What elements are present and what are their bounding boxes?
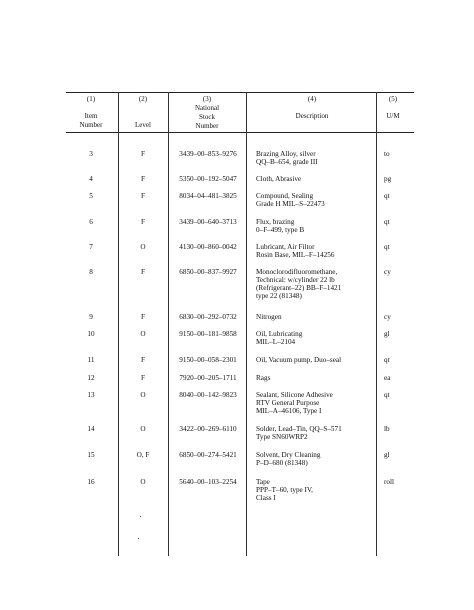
scan-speck — [138, 538, 139, 539]
header-col-number: (3) — [202, 95, 212, 103]
level: F — [141, 374, 145, 382]
header-item-number — [66, 95, 116, 130]
description-line: PPP–T–60, type IV, — [256, 486, 313, 494]
header-label: U/M — [386, 112, 400, 120]
description-line: RTV General Purpose — [256, 399, 320, 407]
header-label: Level — [135, 121, 151, 129]
description-line: P–D–680 (81348) — [256, 459, 308, 467]
item-number: 8 — [89, 268, 93, 276]
description-line: Cloth, Abrasive — [256, 175, 302, 183]
description-line: Compound, Sealing — [256, 192, 314, 200]
description-line: Nitrogen — [256, 313, 282, 321]
description-line: Oil, Vacuum pump, Duo–seal — [256, 356, 342, 364]
unit-of-measure: cy — [384, 313, 391, 321]
header-national-stock-number — [170, 95, 244, 131]
header-label: Number — [195, 122, 219, 130]
unit-of-measure: gl — [384, 330, 390, 338]
description-line: Grade H MIL–S–22473 — [256, 200, 325, 208]
unit-of-measure: gl — [384, 451, 390, 459]
national-stock-number: 9150–00–058–2301 — [179, 356, 237, 364]
level: O — [140, 425, 146, 433]
national-stock-number: 6850–00–274–5421 — [179, 451, 237, 459]
description-line: Solvent, Dry Cleaning — [256, 451, 321, 459]
header-col-number: (4) — [307, 95, 317, 103]
item-number: 13 — [87, 391, 95, 399]
description-line: Rags — [256, 374, 271, 382]
national-stock-number: 3439–00–853–9276 — [179, 150, 237, 158]
description-line: Class I — [256, 494, 276, 502]
unit-of-measure: qt — [384, 218, 390, 226]
item-number: 3 — [89, 150, 93, 158]
unit-of-measure: to — [384, 150, 390, 158]
description-line: Lubricant, Air Filtor — [256, 243, 315, 251]
item-number: 15 — [87, 451, 95, 459]
header-col-number: (2) — [138, 95, 148, 103]
level: F — [141, 356, 145, 364]
description-line: Type SN60WRP2 — [256, 433, 308, 441]
column-divider — [168, 92, 169, 556]
unit-of-measure: qt — [384, 192, 390, 200]
description-line: QQ–B–654, grade III — [256, 158, 318, 166]
description-line: Tape — [256, 478, 270, 486]
description-line: Monoclorodifluoromethane, — [256, 268, 338, 276]
column-divider — [246, 92, 247, 556]
header-col-number: (5) — [388, 95, 398, 103]
item-number: 14 — [87, 425, 95, 433]
level: F — [141, 175, 145, 183]
national-stock-number: 8040–00–142–9823 — [179, 391, 237, 399]
header-label: Stock — [199, 113, 215, 121]
description-line: Technical: w/cylinder 22 lb — [256, 276, 335, 284]
description-line: Flux, brazing — [256, 218, 295, 226]
national-stock-number: 6850–00–837–9927 — [179, 268, 237, 276]
description-line: Sealant, Silicone Adhesive — [256, 391, 333, 399]
item-number: 10 — [87, 330, 95, 338]
national-stock-number: 3422–00–269–6110 — [179, 425, 237, 433]
level: O — [140, 330, 146, 338]
national-stock-number: 3439–00–640–3713 — [179, 218, 237, 226]
unit-of-measure: qt — [384, 391, 390, 399]
item-number: 6 — [89, 218, 93, 226]
description-line: (Refrigerant–22) BB–F–1421 — [256, 284, 342, 292]
description-line: Rosin Base, MIL–F–14256 — [256, 251, 335, 259]
header-label: Description — [295, 112, 329, 120]
national-stock-number: 8034–04–481–3825 — [179, 192, 237, 200]
level: F — [141, 192, 145, 200]
item-number: 9 — [89, 313, 93, 321]
description-line: 0–F–499, type B — [256, 226, 305, 234]
header-level — [118, 95, 168, 130]
description-line: MIL–L–2104 — [256, 338, 296, 346]
level: O — [140, 243, 146, 251]
unit-of-measure: qt — [384, 243, 390, 251]
unit-of-measure: roll — [384, 478, 394, 486]
unit-of-measure: qt — [384, 356, 390, 364]
national-stock-number: 4130–00–860–0042 — [179, 243, 237, 251]
national-stock-number: 7920–00–205–1711 — [179, 374, 237, 382]
header-col-number: (1) — [86, 95, 96, 103]
header-label: Item — [84, 112, 98, 120]
level: O, F — [136, 451, 150, 459]
item-number: 12 — [87, 374, 95, 382]
item-number: 11 — [87, 356, 95, 364]
national-stock-number: 5640–00–103–2254 — [179, 478, 237, 486]
header-description — [248, 95, 376, 121]
description-line: type 22 (81348) — [256, 292, 302, 300]
unit-of-measure: ea — [384, 374, 391, 382]
unit-of-measure: lb — [384, 425, 390, 433]
description-line: MIL–A–46106, Type I — [256, 407, 322, 415]
level: F — [141, 268, 145, 276]
unit-of-measure: cy — [384, 268, 391, 276]
unit-of-measure: pg — [384, 175, 392, 183]
level: O — [140, 391, 146, 399]
level: F — [141, 218, 145, 226]
header-label: Number — [79, 121, 103, 129]
header-label: National — [194, 104, 220, 112]
item-number: 16 — [87, 478, 95, 486]
level: F — [141, 313, 145, 321]
national-stock-number: 5350–00–192–5047 — [179, 175, 237, 183]
national-stock-number: 6830–00–292–0732 — [179, 313, 237, 321]
description-line: Oil, Lubricating — [256, 330, 303, 338]
level: O — [140, 478, 146, 486]
national-stock-number: 9150–00–181–9858 — [179, 330, 237, 338]
item-number: 5 — [89, 192, 93, 200]
item-number: 4 — [89, 175, 93, 183]
scan-speck — [140, 516, 141, 517]
level: F — [141, 150, 145, 158]
description-line: Brazing Alloy, silver — [256, 150, 316, 158]
column-divider — [376, 92, 377, 556]
item-number: 7 — [89, 243, 93, 251]
description-line: Solder, Lead–Tin, QQ–S–571 — [256, 425, 342, 433]
header-unit-of-measure — [378, 95, 408, 121]
